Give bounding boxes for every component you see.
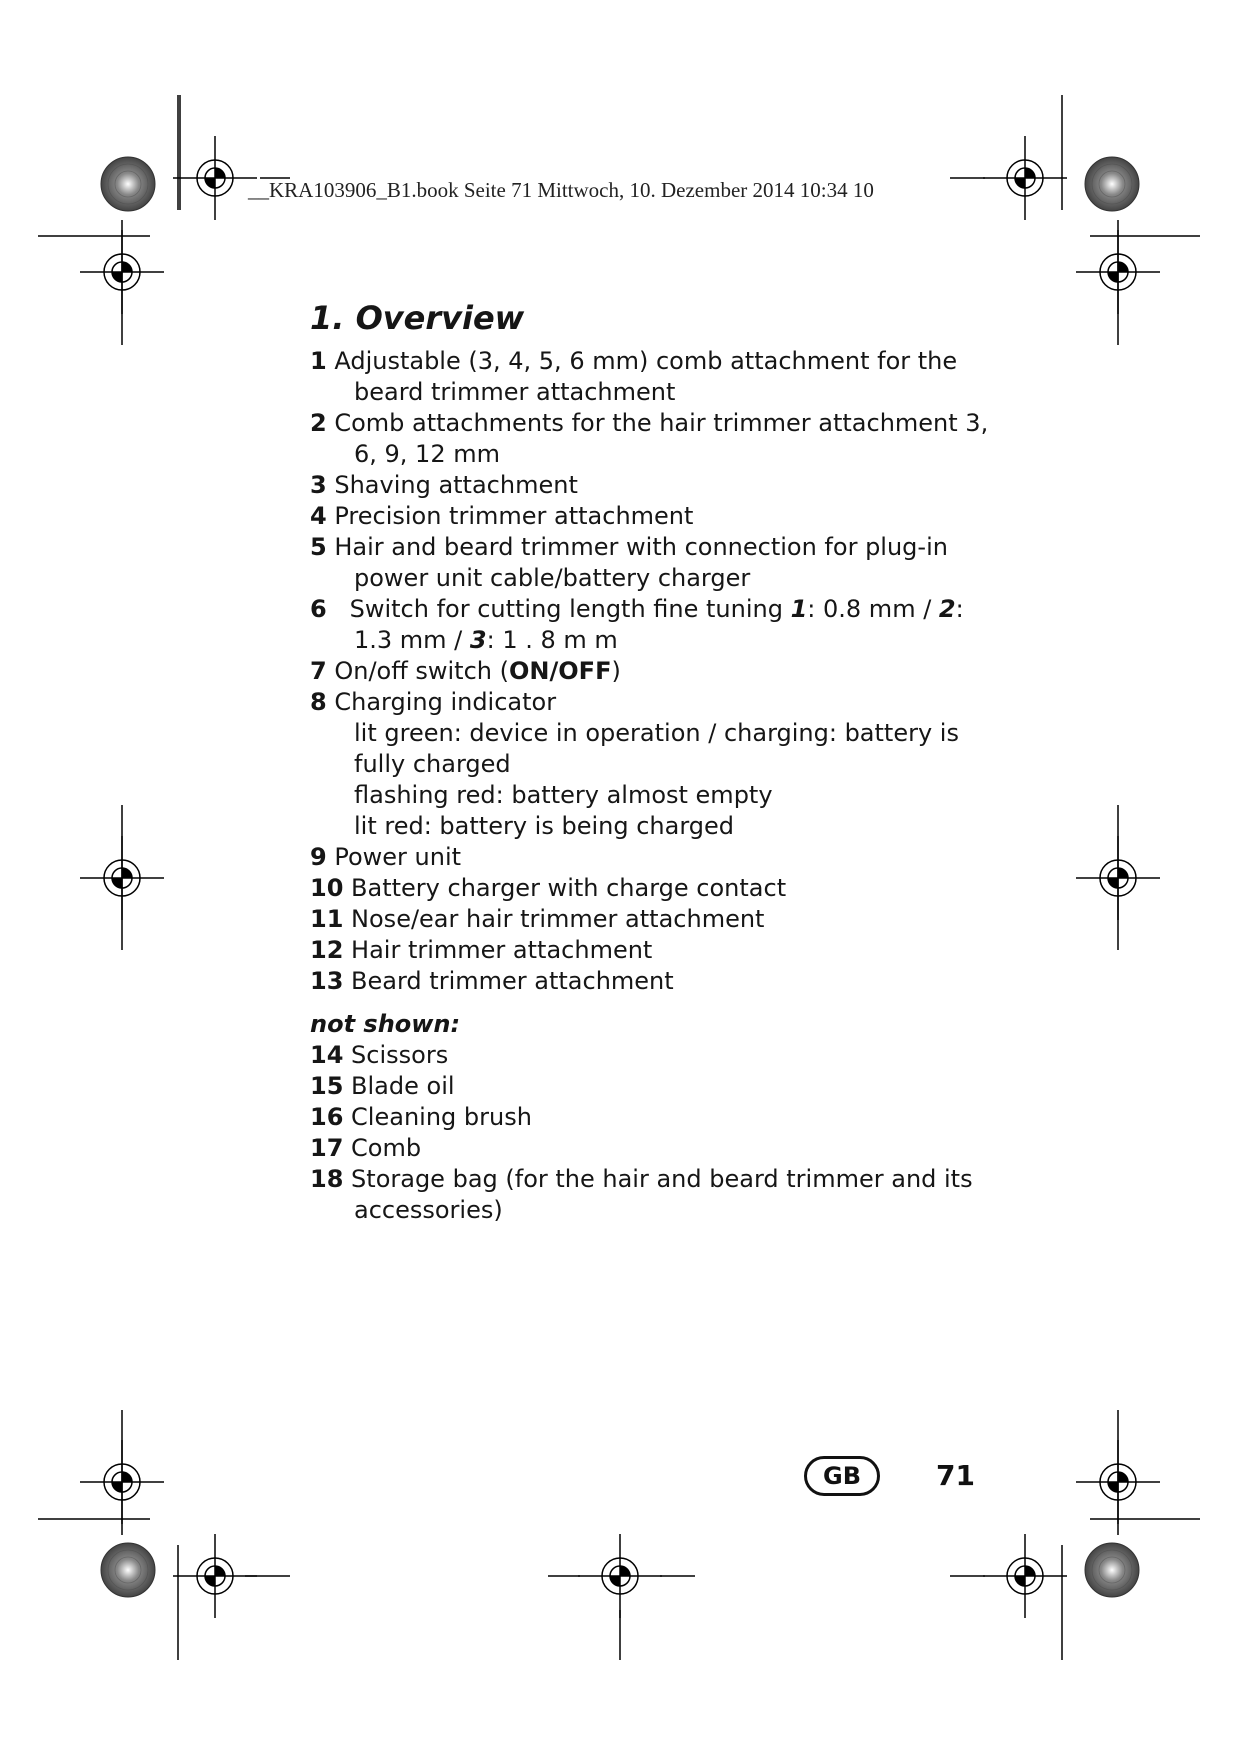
item-number: 18 bbox=[310, 1165, 344, 1193]
item-number: 3 bbox=[310, 471, 327, 499]
setting-value: : 0.8 mm / bbox=[807, 595, 939, 623]
item-number: 13 bbox=[310, 967, 344, 995]
setting-value: : 1.3 mm / bbox=[354, 595, 964, 654]
item-text: Nose/ear hair trimmer attachment bbox=[351, 905, 765, 933]
overview-section bbox=[310, 298, 990, 1226]
setting-key: 2 bbox=[938, 595, 956, 623]
off-label: OFF bbox=[558, 657, 612, 685]
print-slug: __KRA103906_B1.book Seite 71 Mittwoch, 10. Dezember 2014 10:34 10 bbox=[248, 178, 874, 202]
item-number: 2 bbox=[310, 409, 327, 437]
item-number: 15 bbox=[310, 1072, 344, 1100]
item-text: Comb attachments for the hair trimmer attachment 3, 6, 9, 12 mm bbox=[334, 409, 989, 468]
section-heading: 1. Overview bbox=[310, 299, 525, 337]
list-item bbox=[310, 1164, 990, 1226]
list-item bbox=[310, 470, 990, 501]
item-text: Hair trimmer attachment bbox=[351, 936, 653, 964]
separator: / bbox=[549, 657, 559, 685]
list-item-cutting-length bbox=[310, 594, 990, 656]
item-text: Precision trimmer attachment bbox=[334, 502, 694, 530]
item-number: 6 bbox=[310, 595, 327, 623]
on-label: ON bbox=[509, 657, 550, 685]
register-mark-bottom-left bbox=[173, 1534, 257, 1618]
page-number: 71 bbox=[936, 1459, 975, 1492]
item-number: 9 bbox=[310, 843, 327, 871]
list-item bbox=[310, 532, 990, 594]
country-badge: GB bbox=[804, 1456, 880, 1496]
item-text: Hair and beard trimmer with connection for plug-in power unit cable/battery charger bbox=[334, 533, 948, 592]
item-text: Blade oil bbox=[351, 1072, 455, 1100]
not-shown-heading: not shown: bbox=[310, 1010, 461, 1038]
color-target-top-right bbox=[1085, 157, 1139, 211]
item-text: On/off switch ( bbox=[334, 657, 509, 685]
item-number: 14 bbox=[310, 1041, 344, 1069]
list-item bbox=[310, 904, 990, 935]
item-number: 11 bbox=[310, 905, 344, 933]
register-mark-top-right bbox=[983, 136, 1067, 220]
list-item bbox=[310, 1071, 990, 1102]
item-text: Comb bbox=[351, 1134, 422, 1162]
list-item bbox=[310, 1040, 990, 1071]
list-item bbox=[310, 873, 990, 904]
register-mark-bottom-right bbox=[983, 1534, 1067, 1618]
list-item-on-off bbox=[310, 656, 990, 687]
item-text: Scissors bbox=[351, 1041, 449, 1069]
item-text: Adjustable (3, 4, 5, 6 mm) comb attachment for the beard trimmer attachment bbox=[334, 347, 958, 406]
close-paren: ) bbox=[611, 657, 621, 685]
item-number: 5 bbox=[310, 533, 327, 561]
indicator-state: flashing red: battery almost empty bbox=[354, 781, 773, 809]
item-text: Switch for cutting length fine tuning bbox=[349, 595, 791, 623]
item-number: 1 bbox=[310, 347, 327, 375]
indicator-state: lit green: device in operation / charging: battery is fully charged bbox=[354, 719, 959, 778]
list-item bbox=[310, 346, 990, 408]
item-number: 17 bbox=[310, 1134, 344, 1162]
setting-value: : 1 . 8 m m bbox=[486, 626, 618, 654]
list-item bbox=[310, 1102, 990, 1133]
item-number: 7 bbox=[310, 657, 327, 685]
item-text: Beard trimmer attachment bbox=[351, 967, 674, 995]
item-number: 10 bbox=[310, 874, 344, 902]
item-text: Cleaning brush bbox=[351, 1103, 532, 1131]
register-mark-top-left bbox=[173, 136, 257, 220]
item-text: Battery charger with charge contact bbox=[351, 874, 787, 902]
color-target-bottom-right bbox=[1085, 1543, 1139, 1597]
indicator-state: lit red: battery is being charged bbox=[354, 812, 734, 840]
item-number: 8 bbox=[310, 688, 327, 716]
list-item bbox=[310, 501, 990, 532]
list-item bbox=[310, 842, 990, 873]
register-mark-bottom-center bbox=[578, 1534, 662, 1618]
item-text: Power unit bbox=[334, 843, 462, 871]
item-number: 12 bbox=[310, 936, 344, 964]
item-number: 4 bbox=[310, 502, 327, 530]
list-item bbox=[310, 408, 990, 470]
item-number: 16 bbox=[310, 1103, 344, 1131]
item-text: Storage bag (for the hair and beard trimmer and its accessories) bbox=[351, 1165, 973, 1224]
list-item bbox=[310, 966, 990, 997]
color-target-bottom-left bbox=[101, 1543, 155, 1597]
list-item-charging-indicator bbox=[310, 687, 990, 718]
list-item bbox=[310, 1133, 990, 1164]
setting-key: 1 bbox=[790, 595, 808, 623]
color-target-top-left bbox=[101, 157, 155, 211]
setting-key: 3 bbox=[469, 626, 487, 654]
item-text: Charging indicator bbox=[334, 688, 557, 716]
item-text: Shaving attachment bbox=[334, 471, 578, 499]
list-item bbox=[310, 935, 990, 966]
